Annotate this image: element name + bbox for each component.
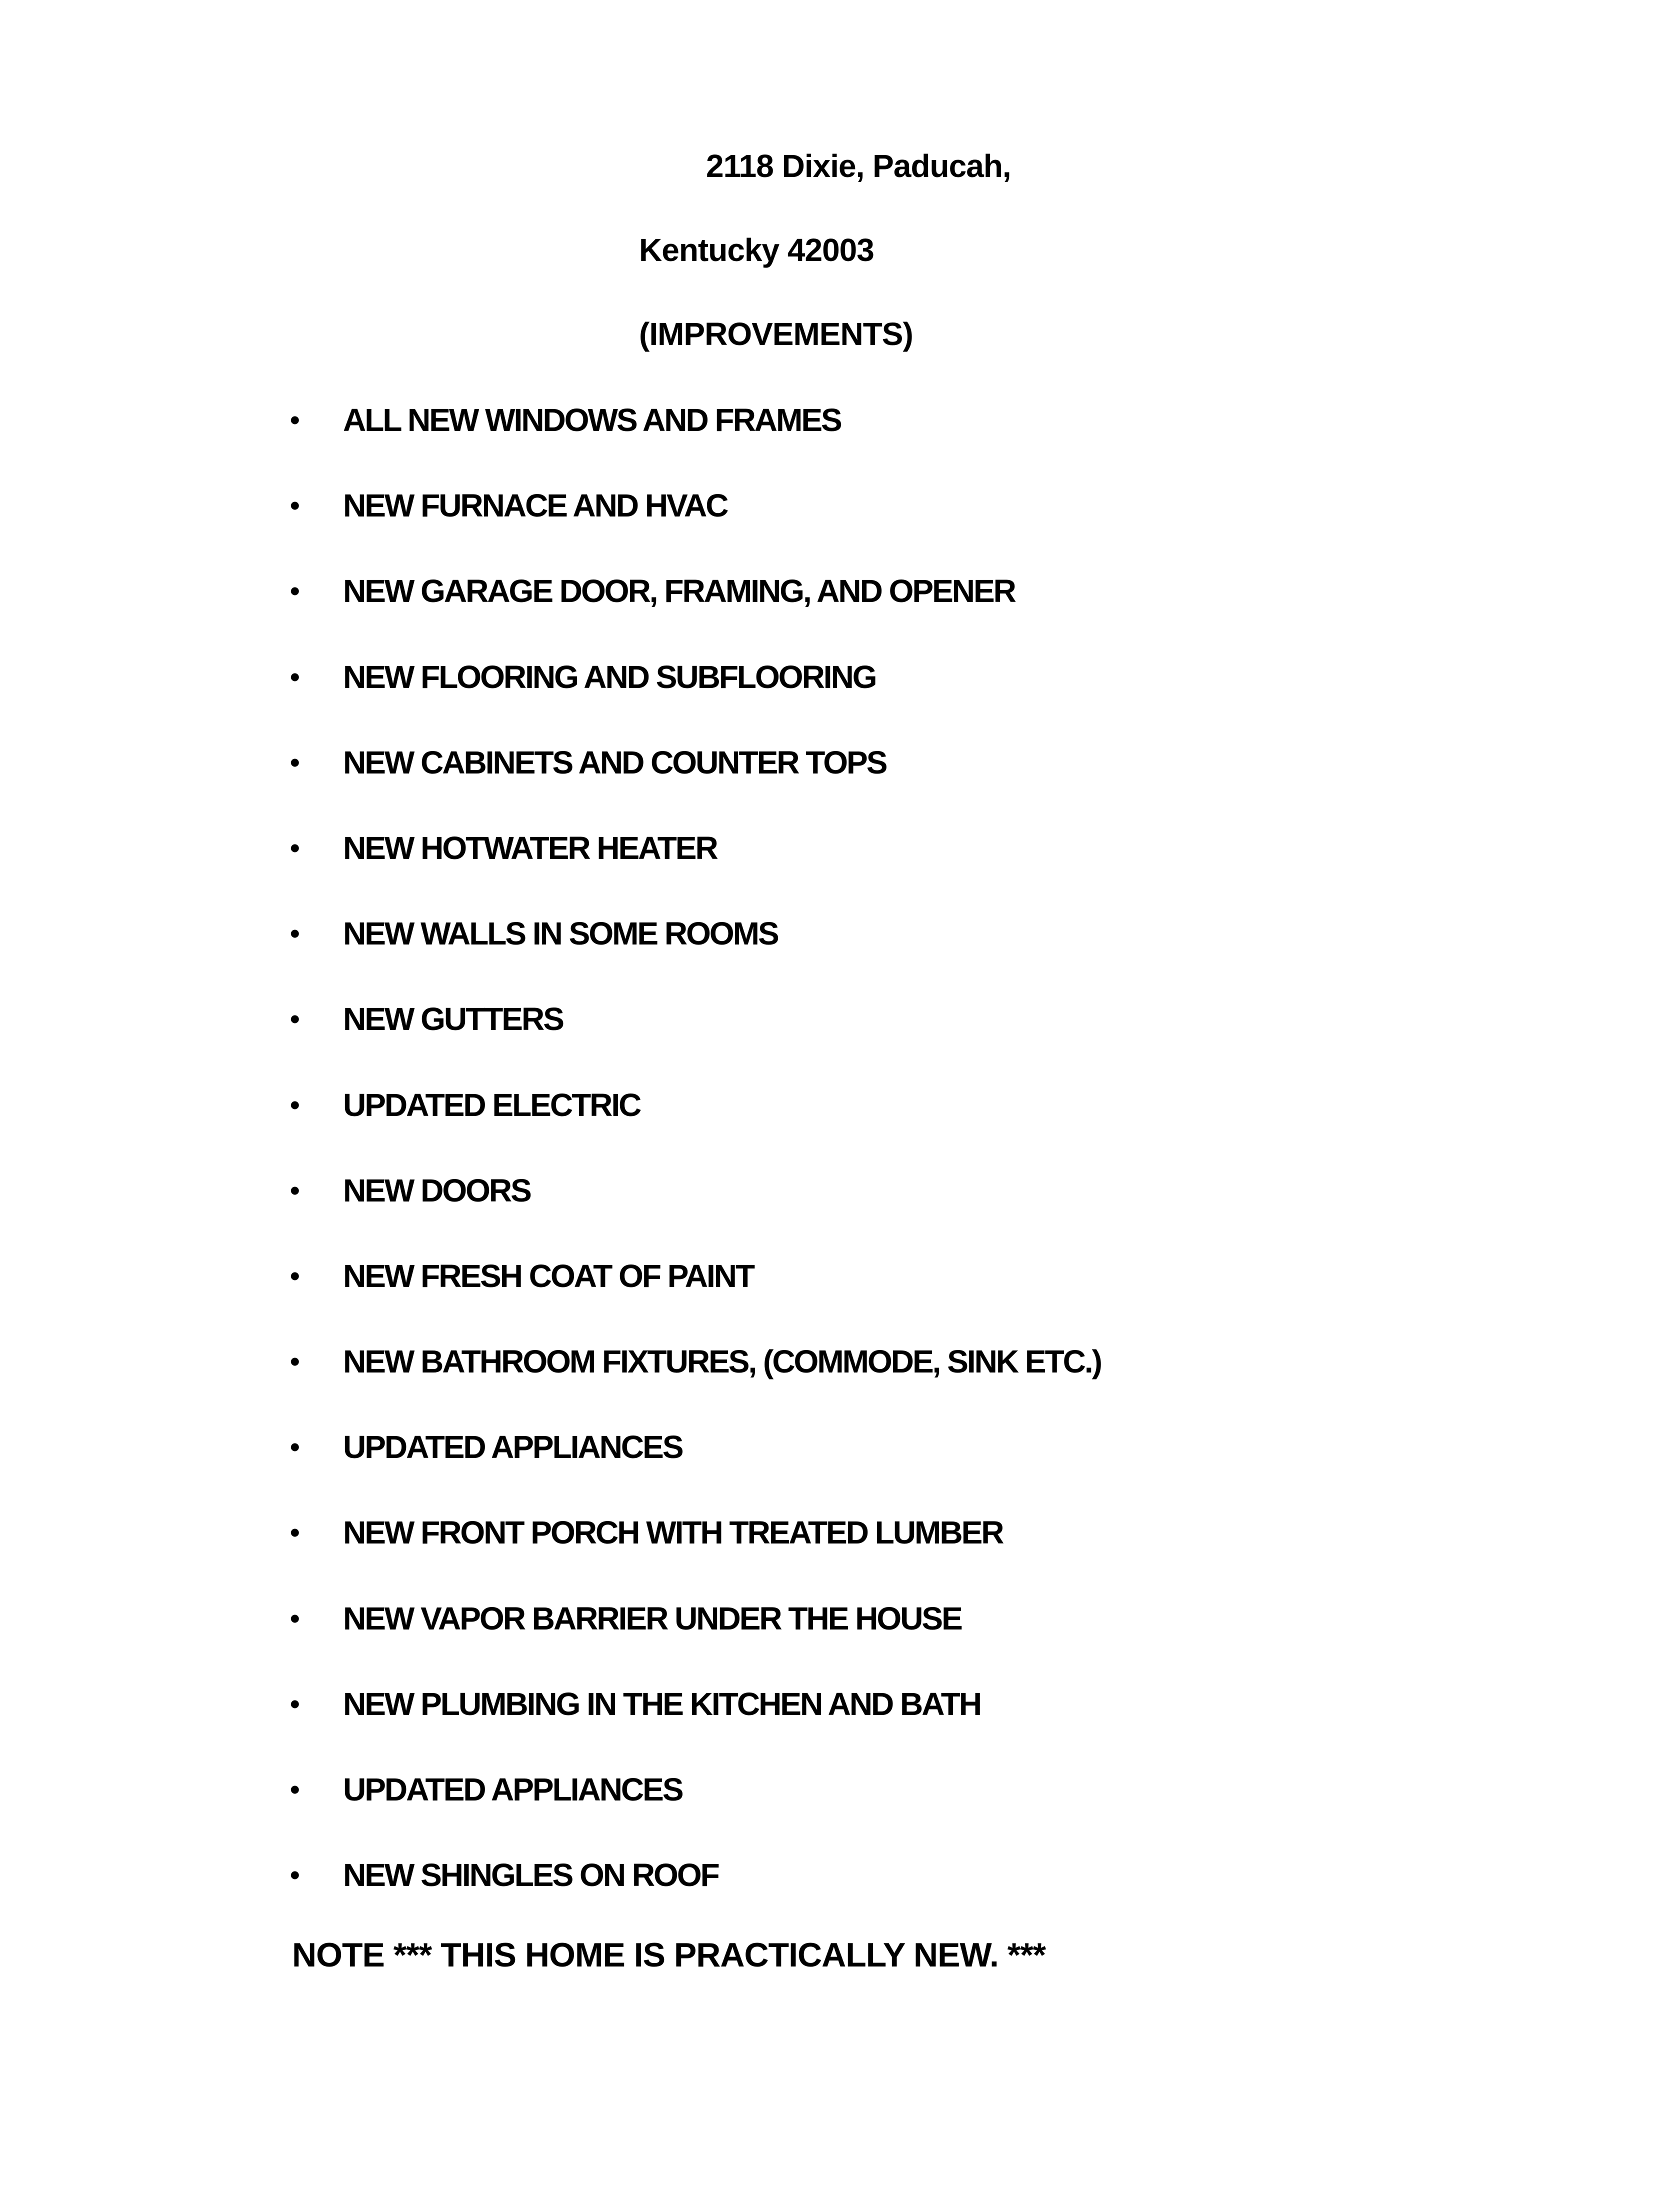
list-item-text: NEW FLOORING AND SUBFLOORING: [343, 658, 876, 695]
bullet-icon: •: [290, 660, 300, 692]
bullet-icon: •: [290, 832, 300, 864]
closing-note: NOTE *** THIS HOME IS PRACTICALLY NEW. ***: [292, 1936, 1046, 1974]
bullet-icon: •: [290, 1346, 300, 1378]
list-item-text: NEW FRESH COAT OF PAINT: [343, 1258, 754, 1294]
bullet-icon: •: [290, 1174, 300, 1206]
bullet-icon: •: [290, 1088, 300, 1120]
bullet-icon: •: [290, 1602, 300, 1634]
list-item-text: NEW GUTTERS: [343, 1001, 563, 1038]
list-item-text: NEW WALLS IN SOME ROOMS: [343, 916, 778, 952]
bullet-icon: •: [290, 575, 300, 607]
bullet-icon: •: [290, 490, 300, 522]
bullet-icon: •: [290, 404, 300, 436]
bullet-icon: •: [290, 1774, 300, 1805]
list-item-text: NEW BATHROOM FIXTURES, (COMMODE, SINK ETC.): [343, 1344, 1101, 1380]
bullet-icon: •: [290, 918, 300, 950]
list-item-text: UPDATED APPLIANCES: [343, 1429, 682, 1466]
bullet-icon: •: [290, 1859, 300, 1891]
list-item-text: NEW VAPOR BARRIER UNDER THE HOUSE: [343, 1600, 962, 1636]
list-item-text: NEW SHINGLES ON ROOF: [343, 1857, 718, 1894]
list-item-text: UPDATED ELECTRIC: [343, 1086, 640, 1123]
address-line-2: Kentucky 42003: [639, 232, 874, 268]
section-title: (IMPROVEMENTS): [639, 316, 913, 352]
bullet-icon: •: [290, 1003, 300, 1035]
address-line-1: 2118 Dixie, Paducah,: [706, 148, 1011, 184]
bullet-icon: •: [290, 1688, 300, 1720]
bullet-icon: •: [290, 1516, 300, 1548]
list-item-text: NEW FRONT PORCH WITH TREATED LUMBER: [343, 1514, 1003, 1551]
list-item-text: UPDATED APPLIANCES: [343, 1772, 682, 1808]
list-item-text: NEW GARAGE DOOR, FRAMING, AND OPENER: [343, 573, 1015, 610]
list-item-text: NEW PLUMBING IN THE KITCHEN AND BATH: [343, 1686, 981, 1722]
list-item-text: NEW FURNACE AND HVAC: [343, 488, 728, 524]
list-item-text: NEW DOORS: [343, 1172, 530, 1208]
list-item-text: NEW HOTWATER HEATER: [343, 830, 717, 866]
bullet-icon: •: [290, 1431, 300, 1463]
list-item-text: NEW CABINETS AND COUNTER TOPS: [343, 744, 886, 780]
list-item-text: ALL NEW WINDOWS AND FRAMES: [343, 402, 841, 438]
bullet-icon: •: [290, 746, 300, 778]
bullet-icon: •: [290, 1260, 300, 1292]
